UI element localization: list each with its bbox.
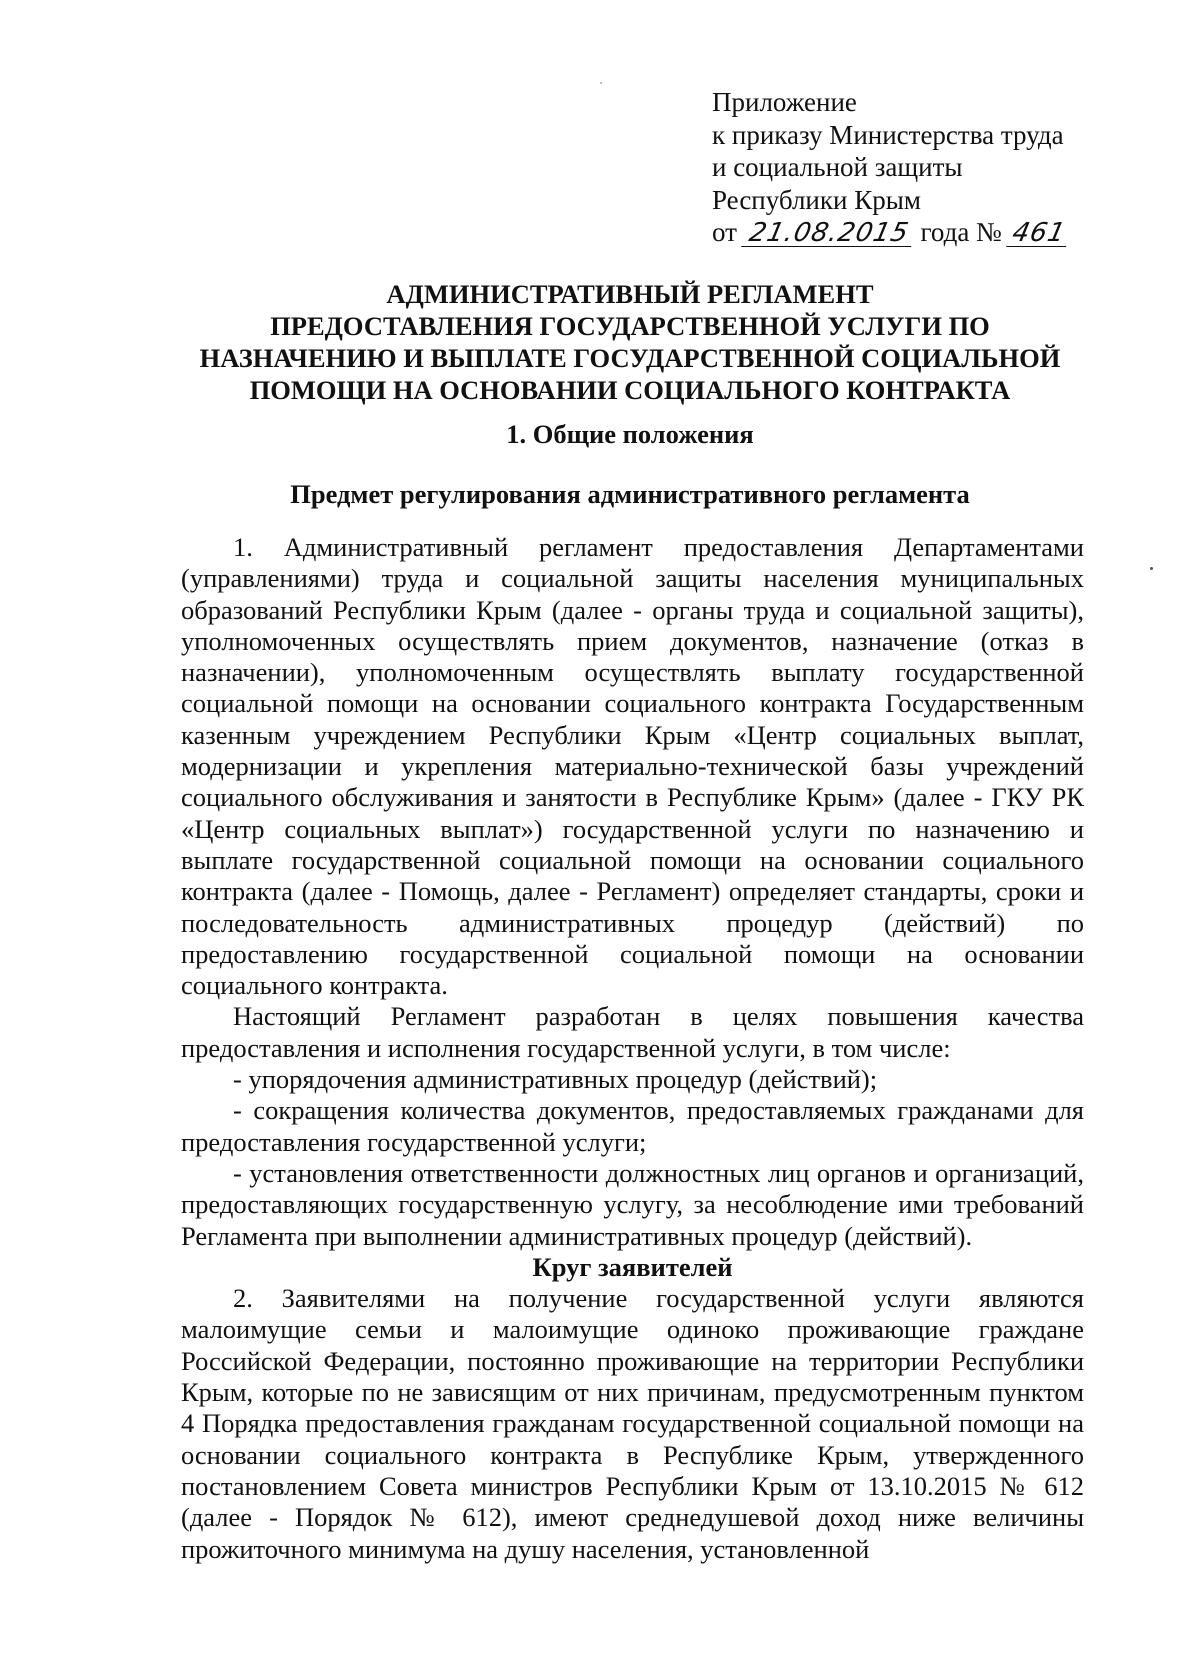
year-word: года № [913, 217, 1009, 247]
paragraph: Настоящий Регламент разработан в целях повышения качества предоставления и исполнения государственной услуги, в том числе: [181, 1001, 1084, 1063]
list-item: - упорядочения административных процедур (действий); [233, 1064, 878, 1095]
appendix-date-line [712, 216, 1172, 249]
section-heading: 1. Общие положения [506, 419, 754, 449]
title-line: ПОМОЩИ НА ОСНОВАНИИ СОЦИАЛЬНОГО КОНТРАКТА [249, 375, 1011, 405]
appendix-line: и социальной защиты [712, 152, 963, 182]
handwritten-order-number: 461 [1006, 220, 1072, 247]
list-item: - установления ответственности должностных лиц органов и организаций, предоставляющих государственную услугу, за несоблюдение ими требований Регламента при выполнении административных процедур (действий). [181, 1157, 1084, 1251]
title-line: АДМИНИСТРАТИВНЫЙ РЕГЛАМЕНТ [386, 279, 874, 309]
paragraph: 1. Административный регламент предоставления Департаментами (управлениями) труда и социальной защиты населения муниципальных образований Республики Крым (далее - органы труда и социальной защиты), уполномоченных осуществлять прием документов, назначение (отказ в назначении), уполномоченным осуществлять выплату государственной социальной помощи на основании социального контракта Государственным казенным учреждением Республики Крым «Центр социальных выплат, модернизации и укрепления материально-технической базы учреждений социального обслуживания и занятости в Республике Крым» (далее - ГКУ РК «Центр социальных выплат») государственной услуги по назначению и выплате государственной социальной помощи на основании социального контракта (далее - Помощь, далее - Регламент) определяет стандарты, сроки и последовательность административных процедур (действий) по предоставлению государственной социальной помощи на основании социального контракта. [181, 532, 1084, 1001]
handwritten-date: 21.08.2015 [741, 220, 917, 247]
appendix-line: Приложение [712, 87, 857, 117]
appendix-line: к приказу Министерства труда [712, 119, 1064, 150]
appendix-line: Республики Крым [712, 184, 921, 215]
subheading-applicants: Круг заявителей [532, 1251, 733, 1282]
appendix-block [712, 86, 1172, 249]
title-line: НАЗНАЧЕНИЮ И ВЫПЛАТЕ ГОСУДАРСТВЕННОЙ СОЦИАЛЬНОЙ [199, 343, 1061, 373]
document-title [170, 278, 1090, 406]
subheading-subject: Предмет регулирования административного регламента [290, 479, 970, 509]
scan-speck [600, 82, 602, 84]
document-body [181, 532, 1084, 1565]
from-prefix: от [712, 217, 744, 247]
title-line: ПРЕДОСТАВЛЕНИЯ ГОСУДАРСТВЕННОЙ УСЛУГИ ПО [270, 311, 990, 341]
scan-speck [1150, 567, 1153, 570]
paragraph: 2. Заявителями на получение государственной услуги являются малоимущие семьи и малоимущие одиноко проживающие граждане Российской Федерации, постоянно проживающие на территории Республики Крым, которые по не зависящим от них причинам, предусмотренным пунктом 4 Порядка предоставления гражданам государственной социальной помощи на основании социального контракта в Республике Крым, утвержденного постановлением Совета министров Республики Крым от 13.10.2015 № 612 (далее - Порядок № 612), имеют среднедушевой доход ниже величины прожиточного минимума на душу населения, установленной [181, 1283, 1084, 1564]
list-item: - сокращения количества документов, предоставляемых гражданами для предоставления государственной услуги; [181, 1095, 1084, 1157]
